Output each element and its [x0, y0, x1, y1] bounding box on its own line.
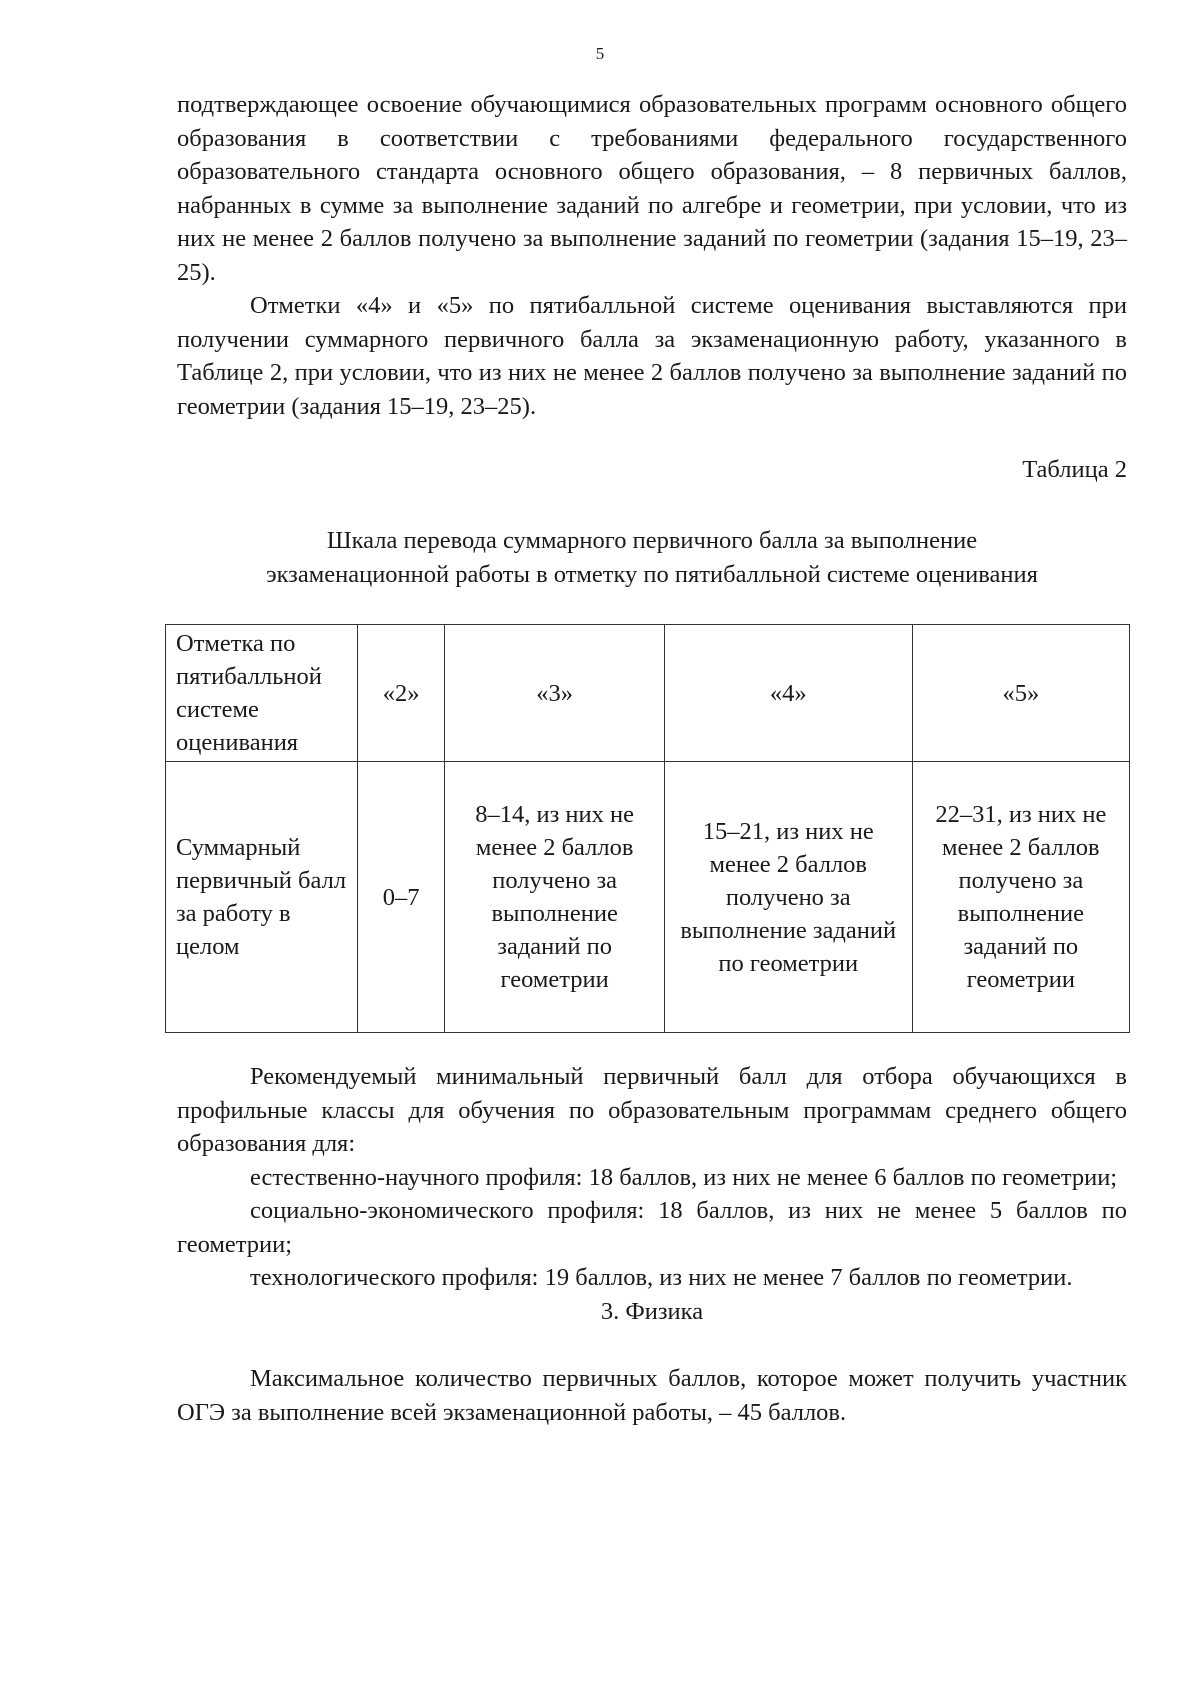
intro-section — [177, 88, 1127, 423]
grade-conversion-table — [165, 624, 1130, 1033]
table-row-grades — [166, 625, 1130, 762]
table-row-scores — [166, 762, 1130, 1033]
recommendations-section — [177, 1060, 1127, 1429]
physics-paragraph: Максимальное количество первичных баллов, которое может получить участник ОГЭ за выполнение всей экзаменационной работы, – 45 баллов. — [177, 1365, 1127, 1426]
score-row-label: Суммарный первичный балл за работу в целом — [166, 762, 358, 1033]
grade-4-cell: «4» — [664, 625, 912, 762]
score-grade-4-cell: 15–21, из них не менее 2 баллов получено за выполнение заданий по геометрии — [664, 762, 912, 1033]
recommendation-item: технологического профиля: 19 баллов, из них не менее 7 баллов по геометрии. — [250, 1264, 1073, 1291]
table-caption-line-1: Шкала перевода суммарного первичного балла за выполнение — [326, 527, 978, 554]
intro-paragraph-1: подтверждающее освоение обучающимися образовательных программ основного общего образования в соответствии с требованиями федерального государственного образовательного стандарта основного общего образования, – 8 первичных баллов, набранных в сумме за выполнение заданий по алгебре и геометрии, при условии, что из них не менее 2 баллов получено за выполнение заданий по геометрии (задания 15–19, 23–25). — [177, 91, 1127, 286]
recommendation-item: социально-экономического профиля: 18 баллов, из них не менее 5 баллов по геометрии; — [177, 1197, 1127, 1258]
score-grade-3-cell: 8–14, из них не менее 2 баллов получено за выполнение заданий по геометрии — [445, 762, 664, 1033]
physics-heading: 3. Физика — [600, 1297, 704, 1325]
grade-5-cell: «5» — [912, 625, 1129, 762]
table-label: Таблица 2 — [1022, 456, 1127, 483]
intro-paragraph-2: Отметки «4» и «5» по пятибалльной системе оценивания выставляются при получении суммарного первичного балла за экзаменационную работу, указанного в Таблице 2, при условии, что из них не менее 2 баллов получено за выполнение заданий по геометрии (задания 15–19, 23–25). — [177, 292, 1127, 420]
table-caption — [177, 524, 1127, 591]
grade-2-cell: «2» — [357, 625, 445, 762]
grade-3-cell: «3» — [445, 625, 664, 762]
score-grade-2-cell: 0–7 — [357, 762, 445, 1033]
score-grade-5-cell: 22–31, из них не менее 2 баллов получено за выполнение заданий по геометрии — [912, 762, 1129, 1033]
recommendation-item: естественно-научного профиля: 18 баллов, из них не менее 6 баллов по геометрии; — [250, 1163, 1118, 1191]
recommendations-intro: Рекомендуемый минимальный первичный балл для отбора обучающихся в профильные классы для обучения по образовательным программам среднего общего образования для: — [177, 1063, 1127, 1157]
table-caption-line-2: экзаменационной работы в отметку по пятибалльной системе оценивания — [266, 560, 1038, 588]
page-number: 5 — [595, 44, 605, 63]
grade-row-label: Отметка по пятибалльной системе оценивания — [166, 625, 358, 762]
